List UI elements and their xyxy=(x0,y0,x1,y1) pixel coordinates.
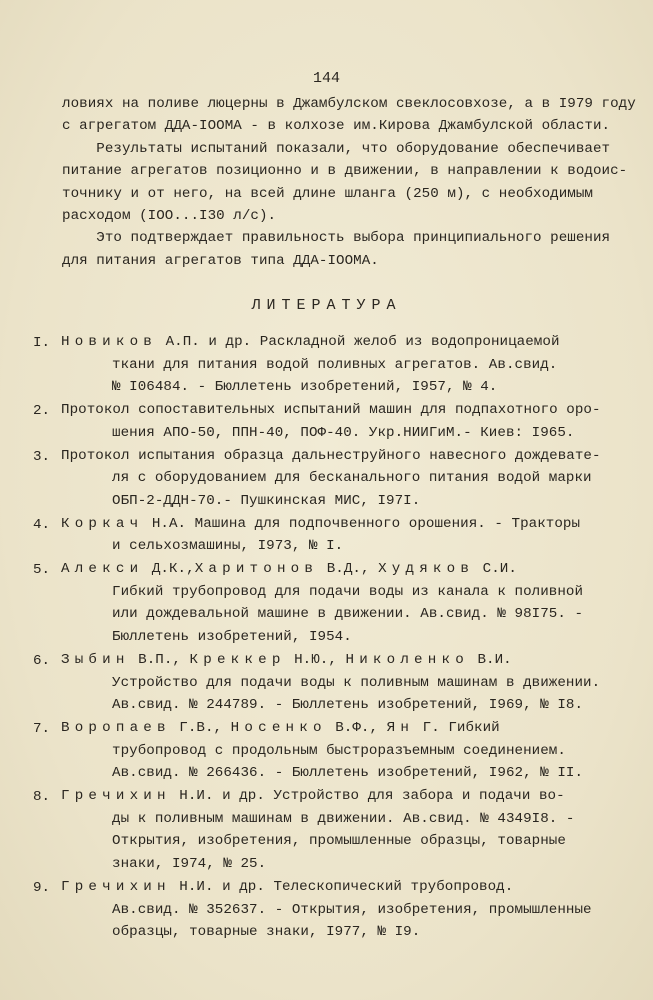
reference-number: I. xyxy=(33,335,51,351)
reference-first-line xyxy=(61,721,500,735)
reference-number: 6. xyxy=(33,652,51,669)
reference-continuation-line: ткани для питания водой поливных агрегатов. Ав.свид. xyxy=(112,356,558,373)
author-surname: Ян xyxy=(386,719,415,736)
reference-text: Н.И. и др. Устройство для забора и подачи во- xyxy=(170,788,565,804)
author-surname: Худяков xyxy=(378,561,475,577)
intro-line: питание агрегатов позиционно и в движении, в направлении к водоис- xyxy=(62,163,628,180)
reference-first-line: Протокол испытания образца дальнеструйного навесного дождевате- xyxy=(61,447,601,464)
reference-continuation-line: Ав.свид. № 352637. - Открытия, изобретения, промышленные xyxy=(112,901,592,918)
reference-continuation-line: Ав.свид. № 266436. - Бюллетень изобретений, I962, № II. xyxy=(112,765,584,782)
reference-text: В.Ф., xyxy=(326,719,387,736)
reference-number: 2. xyxy=(33,403,51,420)
reference-continuation-line: знаки, I974, № 25. xyxy=(112,856,267,873)
author-surname: Носенко xyxy=(230,719,327,736)
intro-line: для питания агрегатов типа ДДА-IOOMA. xyxy=(62,252,379,269)
reference-first-line xyxy=(61,789,565,803)
intro-line: Результаты испытаний показали, что оборудование обеспечивает xyxy=(62,140,611,157)
intro-line: ловиях на поливе люцерны в Джамбулском свеклосовхозе, а в I979 году xyxy=(62,96,636,112)
reference-continuation-line: Устройство для подачи воды к поливным машинам в движении. xyxy=(112,674,601,691)
page-number: 144 xyxy=(312,70,340,87)
intro-line: расходом (IOO...I30 л/с). xyxy=(62,208,277,224)
reference-first-line: Протокол сопоставительных испытаний машин для подпахотного оро- xyxy=(61,402,601,419)
reference-continuation-line: шения АПО-50, ППН-40, ПОФ-40. Укр.НИИГиМ.- Киев: I965. xyxy=(112,424,575,441)
reference-text: Г.В., xyxy=(170,719,231,736)
reference-continuation-line: ля с оборудованием для бесканального питания водой марки xyxy=(112,470,592,487)
reference-text: А.П. и др. Раскладной желоб из водопроницаемой xyxy=(157,334,560,350)
author-surname: Алекси xyxy=(61,561,144,577)
reference-continuation-line: или дождевальной машине в движении. Ав.свид. № 98I75. - xyxy=(112,606,584,623)
reference-text: Н.Ю., xyxy=(285,651,346,668)
reference-continuation-line: Ав.свид. № 244789. - Бюллетень изобретений, I969, № I8. xyxy=(112,697,584,714)
author-surname: Воропаев xyxy=(61,719,171,736)
author-surname: Харитонов xyxy=(194,561,319,577)
reference-continuation-line: № I06484. - Бюллетень изобретений, I957, № 4. xyxy=(112,379,498,396)
reference-first-line xyxy=(61,517,580,531)
author-surname: Гречихин xyxy=(61,788,171,804)
author-surname: Креккер xyxy=(189,651,286,668)
reference-number: 7. xyxy=(33,720,51,737)
reference-number: 9. xyxy=(33,879,51,896)
reference-text: Г. Гибкий xyxy=(414,719,500,736)
reference-text: В.И. xyxy=(468,651,512,668)
reference-first-line xyxy=(61,653,512,667)
references-heading: ЛИТЕРАТУРА xyxy=(251,297,402,314)
reference-first-line xyxy=(61,562,517,576)
reference-text: В.Д., xyxy=(318,561,379,577)
reference-text: Н.А. Машина для подпочвенного орошения. - Тракторы xyxy=(143,515,581,532)
reference-continuation-line: Открытия, изобретения, промышленные образцы, товарные xyxy=(112,833,566,850)
reference-continuation-line: ды к поливным машинам в движении. Ав.свид. № 4349I8. - xyxy=(112,810,575,827)
author-surname: Зыбин xyxy=(61,651,130,668)
reference-text: Д.К., xyxy=(143,561,195,577)
reference-continuation-line: ОБП-2-ДДН-70.- Пушкинская МИС, I97I. xyxy=(112,492,421,509)
reference-number: 4. xyxy=(33,516,51,533)
intro-line: точнику и от него, на всей длине шланга (250 м), с необходимым xyxy=(62,185,593,202)
reference-text: Н.И. и др. Телескопический трубопровод. xyxy=(170,878,514,895)
reference-continuation-line: трубопровод с продольным быстроразъемным соединением. xyxy=(112,742,566,759)
reference-first-line xyxy=(61,880,513,894)
author-surname: Гречихин xyxy=(61,878,171,895)
reference-number: 8. xyxy=(33,789,51,805)
reference-text: С.И. xyxy=(474,561,517,577)
intro-line: Это подтверждает правильность выбора принципиального решения xyxy=(62,230,611,247)
reference-number: 3. xyxy=(33,448,51,465)
author-surname: Коркач xyxy=(61,515,144,532)
intro-line: с агрегатом ДДА-IOOMA - в колхозе им.Кирова Джамбулской области. xyxy=(62,118,611,135)
reference-text: В.П., xyxy=(129,651,190,668)
reference-first-line xyxy=(61,335,560,349)
author-surname: Новиков xyxy=(61,334,157,350)
reference-continuation-line: Бюллетень изобретений, I954. xyxy=(112,629,352,646)
reference-continuation-line: Гибкий трубопровод для подачи воды из канала к поливной xyxy=(112,583,584,600)
reference-number: 5. xyxy=(33,562,51,578)
author-surname: Николенко xyxy=(345,651,469,668)
reference-continuation-line: образцы, товарные знаки, I977, № I9. xyxy=(112,924,421,941)
reference-continuation-line: и сельхозмашины, I973, № I. xyxy=(112,538,344,555)
